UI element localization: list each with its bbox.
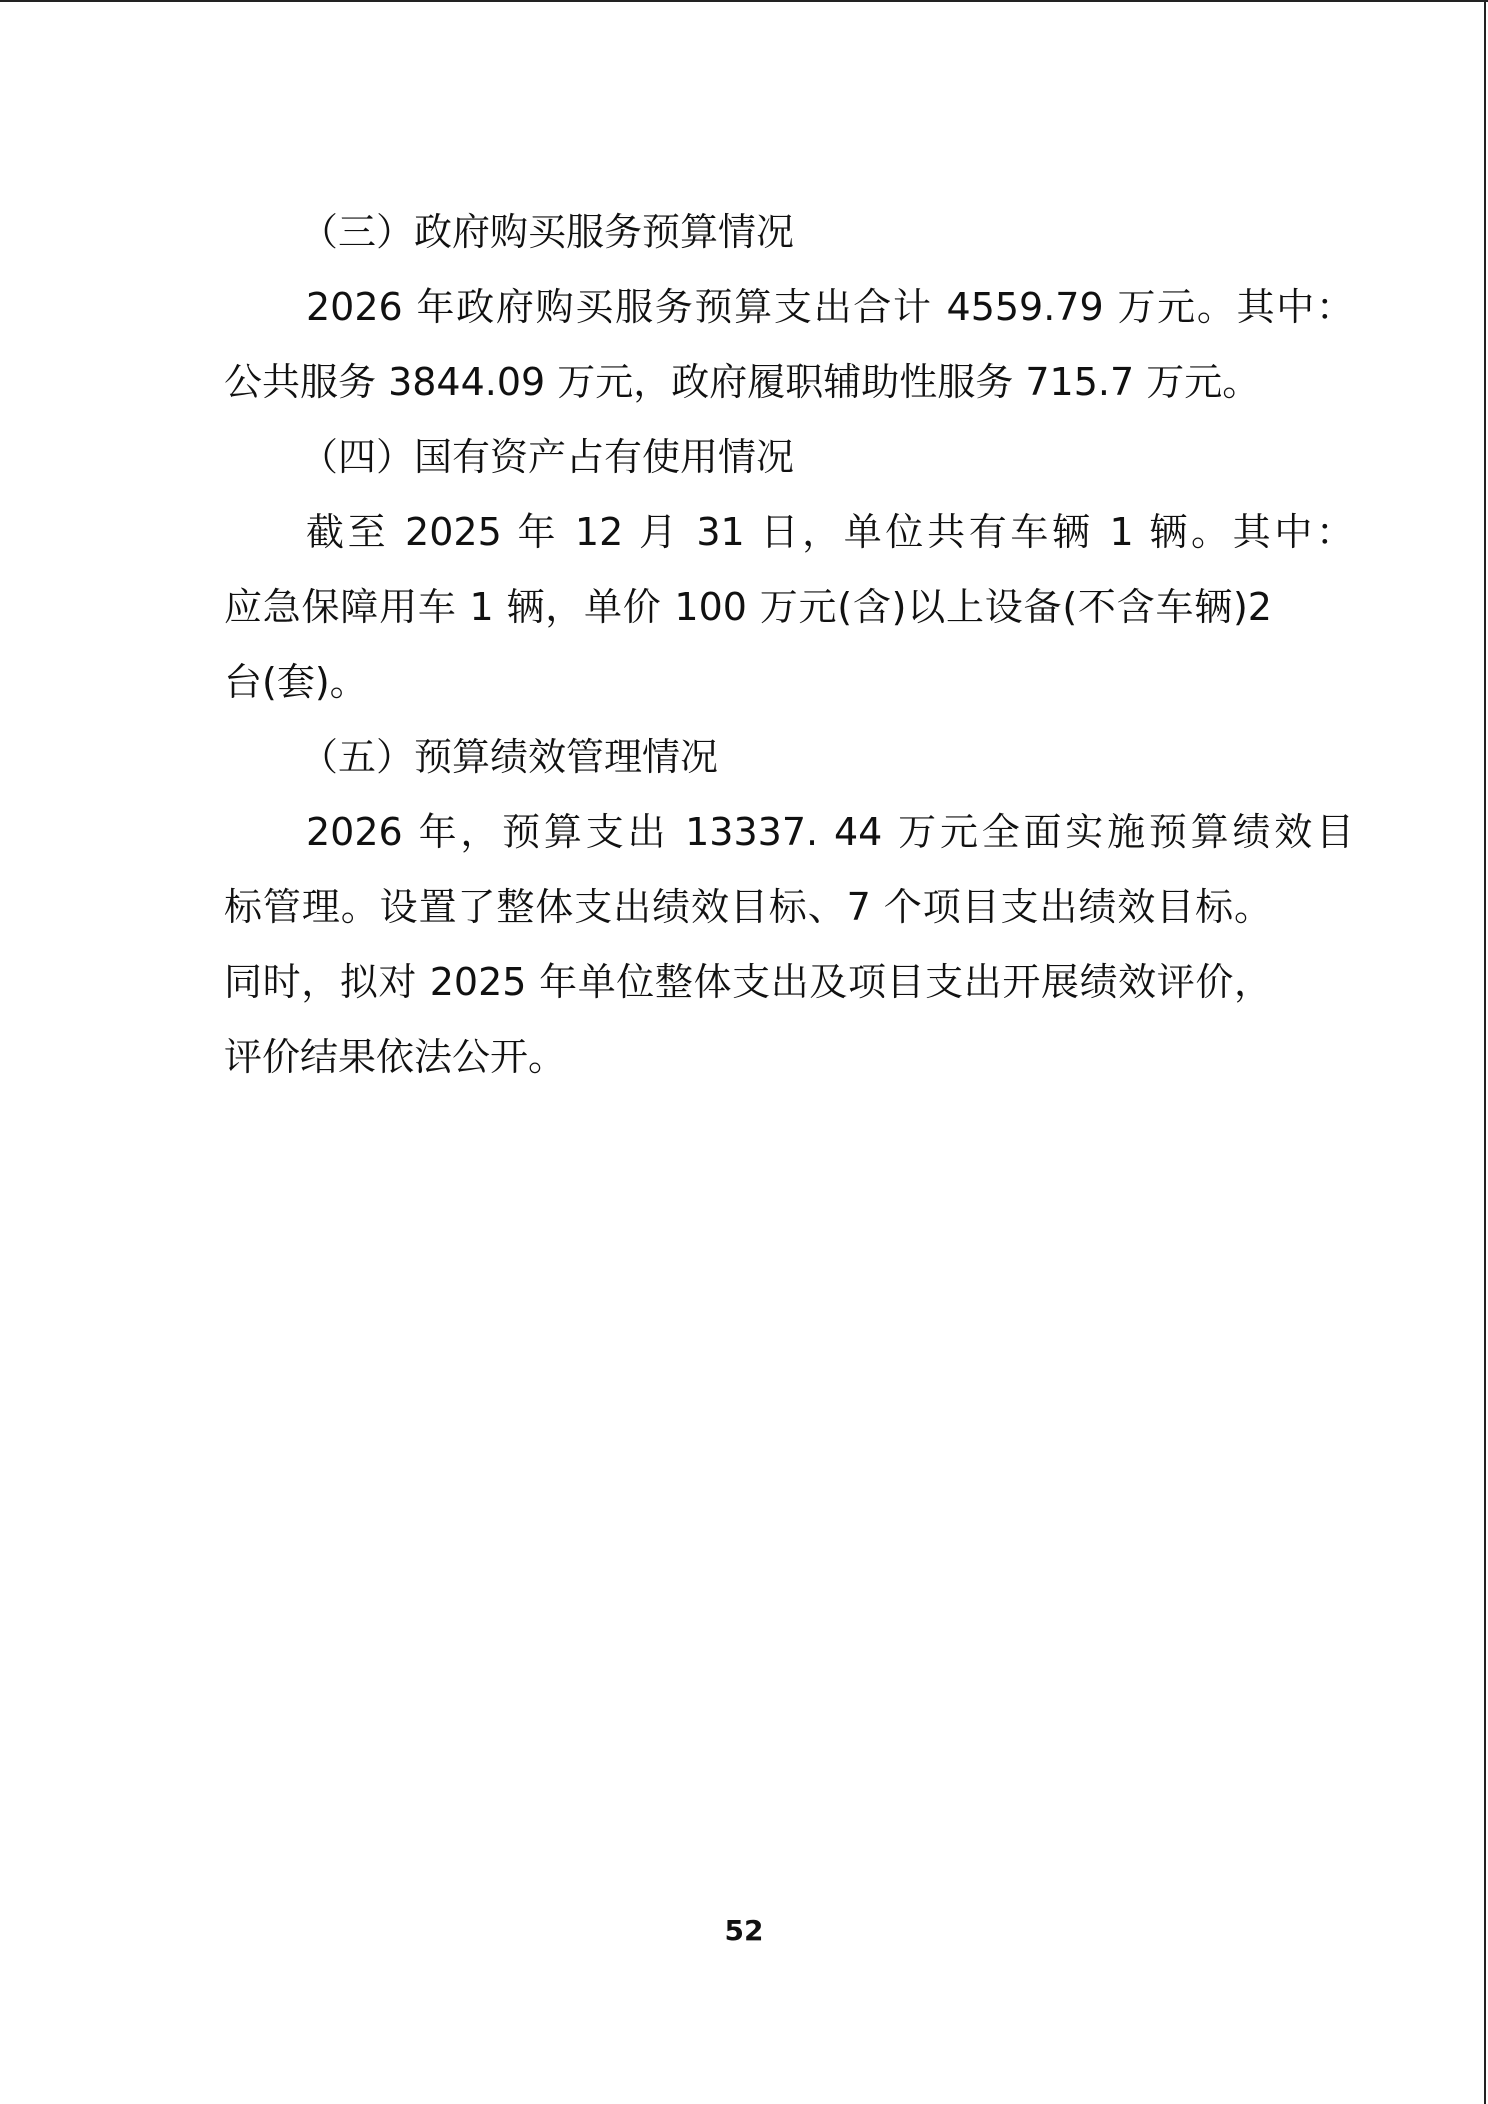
paragraph-line: 2026 年政府购买服务预算支出合计 4559.79 万元。其中：: [306, 285, 1354, 329]
section-heading-5: （五）预算绩效管理情况: [300, 735, 719, 779]
paragraph-line: 公共服务 3844.09 万元，政府履职辅助性服务 715.7 万元。: [224, 360, 1261, 404]
paragraph-line: 标管理。设置了整体支出绩效目标、7 个项目支出绩效目标。: [224, 885, 1272, 929]
section-heading-4: （四）国有资产占有使用情况: [300, 435, 795, 479]
page-number: 52: [724, 1914, 764, 1947]
paragraph-line: 应急保障用车 1 辆，单价 100 万元(含)以上设备(不含车辆)2: [224, 585, 1272, 629]
paragraph-line: 2026 年，预算支出 13337. 44 万元全面实施预算绩效目: [306, 810, 1354, 854]
paragraph-line: 评价结果依法公开。: [224, 1035, 567, 1079]
document-body: [224, 195, 1354, 1095]
section-heading-3: （三）政府购买服务预算情况: [300, 210, 795, 254]
page-border-right: [1484, 0, 1486, 2104]
paragraph-line: 台(套)。: [224, 660, 368, 704]
paragraph-line: 同时，拟对 2025 年单位整体支出及项目支出开展绩效评价，: [224, 960, 1272, 1004]
paragraph-line: 截至 2025 年 12 月 31 日，单位共有车辆 1 辆。其中：: [306, 510, 1354, 554]
page-border-top: [0, 0, 1488, 2]
